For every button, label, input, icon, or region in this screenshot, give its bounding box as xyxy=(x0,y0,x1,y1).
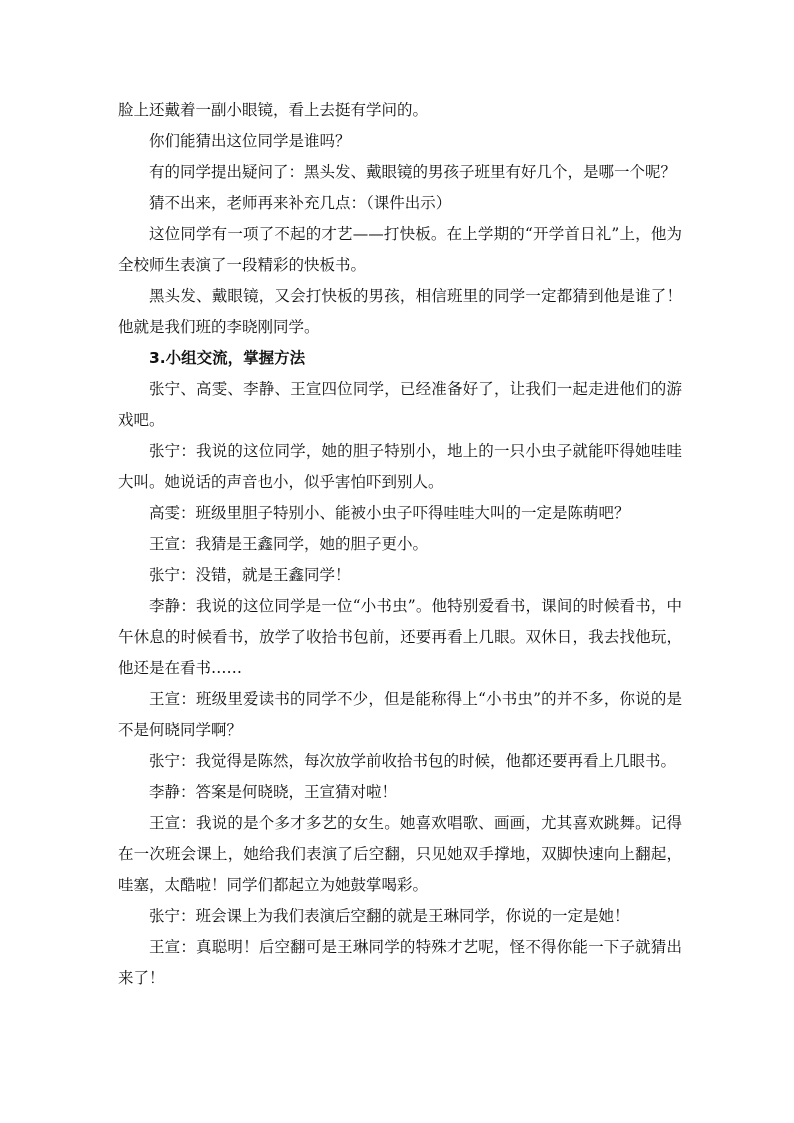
document-body xyxy=(118,95,682,994)
paragraph: 李静：我说的这位同学是一位“小书虫”。他特别爱看书，课间的时候看书，中午休息的时候看书，放学了收拾书包前，还要再看上几眼。双休日，我去找他玩，他还是在看书…… xyxy=(118,597,682,677)
paragraph: 张宁、高雯、李静、王宣四位同学，已经准备好了，让我们一起走进他们的游戏吧。 xyxy=(118,380,682,429)
paragraph: 这位同学有一项了不起的才艺——打快板。在上学期的“开学首日礼”上，他为全校师生表演了一段精彩的快板书。 xyxy=(118,225,682,274)
paragraph: 黑头发、戴眼镜，又会打快板的男孩，相信班里的同学一定都猜到他是谁了！他就是我们班的李晓刚同学。 xyxy=(118,287,682,336)
paragraph: 你们能猜出这位同学是谁吗？ xyxy=(149,132,351,150)
paragraph: 张宁：我说的这位同学，她的胆子特别小，地上的一只小虫子就能吓得她哇哇大叫。她说话的声音也小，似乎害怕吓到别人。 xyxy=(118,442,682,491)
paragraph: 猜不出来，老师再来补充几点：（课件出示） xyxy=(149,194,452,212)
paragraph: 张宁：没错，就是王鑫同学！ xyxy=(149,566,351,584)
paragraph: 王宣：我说的是个多才多艺的女生。她喜欢唱歌、画画，尤其喜欢跳舞。记得在一次班会课上，她给我们表演了后空翻，只见她双手撑地，双脚快速向上翻起，哇塞，太酷啦！同学们都起立为她鼓掌喝彩。 xyxy=(118,814,682,894)
paragraph: 王宣：班级里爱读书的同学不少，但是能称得上“小书虫”的并不多，你说的是不是何晓同学啊？ xyxy=(118,690,682,739)
paragraph: 有的同学提出疑问了：黑头发、戴眼镜的男孩子班里有好几个，是哪一个呢？ xyxy=(149,163,677,181)
paragraph: 王宣：我猜是王鑫同学，她的胆子更小。 xyxy=(149,535,429,553)
paragraph: 高雯：班级里胆子特别小、能被小虫子吓得哇哇大叫的一定是陈萌吧？ xyxy=(149,504,630,522)
paragraph: 王宣：真聪明！后空翻可是王琳同学的特殊才艺呢，怪不得你能一下子就猜出来了！ xyxy=(118,938,682,987)
section-heading: 3.小组交流，掌握方法 xyxy=(149,349,306,367)
paragraph: 张宁：我觉得是陈然，每次放学前收拾书包的时候，他都还要再看上几眼书。 xyxy=(149,752,677,770)
paragraph: 张宁：班会课上为我们表演后空翻的就是王琳同学，你说的一定是她！ xyxy=(149,907,630,925)
paragraph: 脸上还戴着一副小眼镜，看上去挺有学问的。 xyxy=(118,101,429,119)
paragraph: 李静：答案是何晓晓，王宣猜对啦！ xyxy=(149,783,398,801)
